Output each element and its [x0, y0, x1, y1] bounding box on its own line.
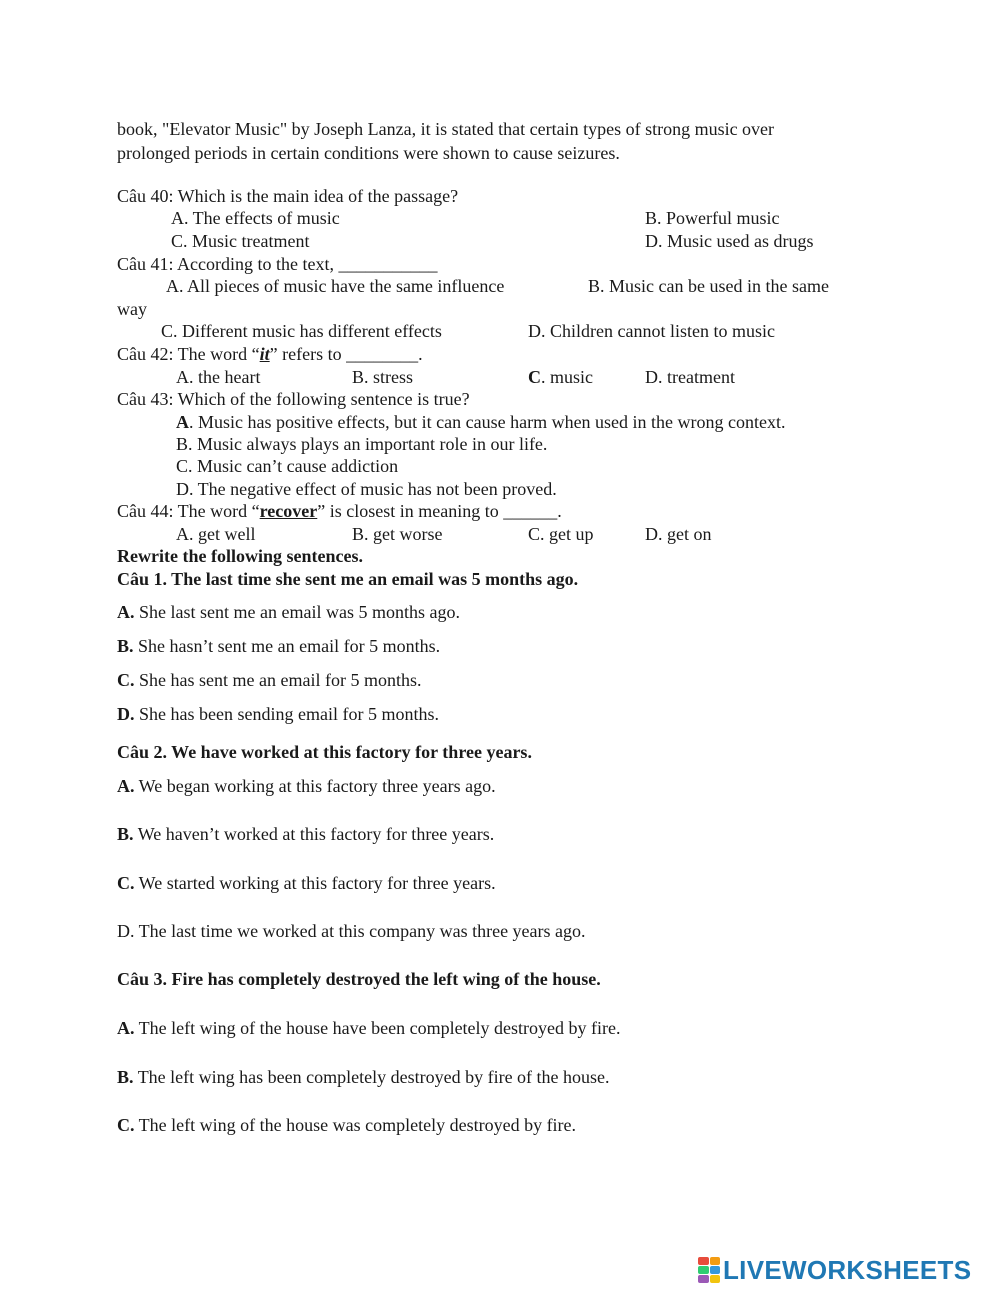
logo-tile — [710, 1257, 721, 1265]
q44-option-c: C. get up — [528, 524, 594, 544]
liveworksheets-logo[interactable] — [698, 1256, 994, 1284]
q42-keyword: it — [259, 344, 270, 364]
q40-option-d: D. Music used as drugs — [645, 231, 814, 251]
rewrite-s2-option-b: B. We haven’t worked at this factory for three years. — [117, 824, 495, 844]
q44-option-d: D. get on — [645, 524, 712, 544]
logo-tile — [698, 1257, 709, 1265]
intro-line-1: book, "Elevator Music" by Joseph Lanza, it is stated that certain types of strong music over — [117, 119, 775, 139]
rewrite-s2-option-a: A. We began working at this factory three years ago. — [117, 776, 496, 796]
rewrite-s1-stem: Câu 1. The last time she sent me an email was 5 months ago. — [117, 569, 579, 589]
q42-stem: Câu 42: The word “it” refers to ________. — [117, 344, 423, 364]
q44-stem: Câu 44: The word “recover” is closest in meaning to ______. — [117, 501, 562, 521]
rewrite-s1-option-b: B. She hasn’t sent me an email for 5 months. — [117, 636, 441, 656]
logo-tile — [710, 1266, 721, 1274]
liveworksheets-logo-text: LIVEWORKSHEETS — [723, 1255, 972, 1285]
q41-option-c: C. Different music has different effects — [161, 321, 442, 341]
q41-option-a: A. All pieces of music have the same influence — [166, 276, 505, 296]
intro-line-2: prolonged periods in certain conditions were shown to cause seizures. — [117, 143, 620, 163]
q44-keyword: recover — [259, 501, 318, 521]
q43-stem: Câu 43: Which of the following sentence is true? — [117, 389, 470, 409]
logo-tile — [698, 1266, 709, 1274]
rewrite-s2-option-c: C. We started working at this factory for three years. — [117, 873, 496, 893]
rewrite-s1-option-c: C. She has sent me an email for 5 months. — [117, 670, 422, 690]
q40-stem: Câu 40: Which is the main idea of the passage? — [117, 186, 459, 206]
liveworksheets-logo-icon — [698, 1257, 720, 1283]
rewrite-s3-stem: Câu 3. Fire has completely destroyed the left wing of the house. — [117, 969, 601, 989]
q44-option-b: B. get worse — [352, 524, 443, 544]
rewrite-s2-stem: Câu 2. We have worked at this factory for three years. — [117, 742, 532, 762]
q44-option-a: A. get well — [176, 524, 256, 544]
q41-option-b-cont: way — [117, 299, 147, 319]
q41-option-b: B. Music can be used in the same — [588, 276, 829, 296]
rewrite-s3-option-a: A. The left wing of the house have been completely destroyed by fire. — [117, 1018, 621, 1038]
q43-option-a: A. Music has positive effects, but it can cause harm when used in the wrong context. — [176, 412, 786, 432]
rewrite-s1-option-a: A. She last sent me an email was 5 months ago. — [117, 602, 460, 622]
q43-option-c: C. Music can’t cause addiction — [176, 456, 399, 476]
q41-stem: Câu 41: According to the text, ___________ — [117, 254, 438, 274]
q42-option-d: D. treatment — [645, 367, 735, 387]
rewrite-s2-option-d: D. The last time we worked at this company was three years ago. — [117, 921, 586, 941]
rewrite-s1-option-d: D. She has been sending email for 5 months. — [117, 704, 439, 724]
q42-option-b: B. stress — [352, 367, 414, 387]
q40-option-b: B. Powerful music — [645, 208, 780, 228]
rewrite-s3-option-c: C. The left wing of the house was completely destroyed by fire. — [117, 1115, 577, 1135]
q43-option-b: B. Music always plays an important role in our life. — [176, 434, 548, 454]
logo-tile — [710, 1275, 721, 1283]
q42-option-c: C. music — [528, 367, 593, 387]
q43-option-d: D. The negative effect of music has not been proved. — [176, 479, 557, 499]
rewrite-heading: Rewrite the following sentences. — [117, 546, 363, 566]
logo-tile — [698, 1275, 709, 1283]
q40-option-a: A. The effects of music — [171, 208, 340, 228]
q41-option-d: D. Children cannot listen to music — [528, 321, 775, 341]
rewrite-s3-option-b: B. The left wing has been completely destroyed by fire of the house. — [117, 1067, 610, 1087]
q42-option-a: A. the heart — [176, 367, 261, 387]
q40-option-c: C. Music treatment — [171, 231, 310, 251]
